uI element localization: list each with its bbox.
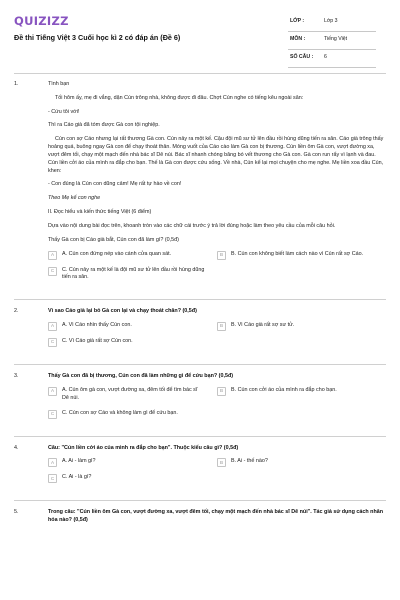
passage-paragraph: Cún con sợ Cáo nhưng lại rất thương Gà con. Cún nảy ra một kế. Cậu đội mũ sư tử lên đầu rồi hùng dũng tiến ra sân. Cáo già trông thấy hoảng quá, buông ngay Gà con để chạy thoát thân. Móng vuốt của Cáo cào làm Gà con bị thương. Cún liền ôm Gà con, vượt đường xa, vượt đêm tối, chạy một mạch đến nhà bác sĩ Dê núi. Bác sĩ nhanh chóng băng bó vết thương cho Gà con. Gà con run rẩy vì lạnh và đau. Cún liền cởi áo của mình ra đắp cho bạn. Thế là Gà con được cứu sống. Về nhà, Cún kể lại mọi chuyện cho mẹ nghe. Mẹ liền xoa đầu Cún, khen: bbox=[48, 136, 384, 174]
option-letter-box[interactable]: C bbox=[48, 410, 57, 419]
answer-option-b[interactable] bbox=[217, 251, 386, 260]
answer-options bbox=[48, 387, 386, 426]
option-letter-box[interactable]: A bbox=[48, 387, 57, 396]
passage-paragraph: Tối hôm ấy, mẹ đi vắng, dặn Cún trông nhà, không được đi đâu. Chợt Cún nghe có tiếng kêu ngoài sân: bbox=[55, 94, 304, 101]
option-text: A. Vì Cáo nhìn thấy Cún con. bbox=[62, 322, 132, 329]
option-letter-box[interactable]: C bbox=[48, 267, 57, 276]
question-number: 3. bbox=[14, 373, 19, 380]
info-value: Tiếng Việt bbox=[322, 31, 376, 49]
info-value: Lớp 3 bbox=[322, 13, 376, 31]
answer-options bbox=[48, 251, 386, 290]
option-letter-box[interactable]: B bbox=[217, 458, 226, 467]
answer-option-c[interactable] bbox=[48, 267, 217, 283]
question-3 bbox=[14, 373, 386, 425]
option-letter-box[interactable]: A bbox=[48, 458, 57, 467]
answer-option-c[interactable] bbox=[48, 338, 217, 347]
question-number: 2. bbox=[14, 308, 19, 315]
info-row-grade bbox=[288, 13, 376, 31]
instructions: Dựa vào nội dung bài đọc trên, khoanh tròn vào các chữ cái trước ý trả lời đúng hoặc làm theo yêu cầu của mỗi câu hỏi. bbox=[48, 222, 336, 229]
info-label: SỐ CÂU : bbox=[288, 49, 322, 67]
question-prompt: Câu: "Cún liền cởi áo của mình ra đắp cho bạn". Thuộc kiểu câu gì? (0,5đ) bbox=[48, 444, 239, 451]
option-text: B. Cún con không biết làm cách nào vì Cún rất sợ Cáo. bbox=[231, 250, 364, 257]
answer-option-b[interactable] bbox=[217, 322, 386, 331]
question-divider bbox=[14, 364, 386, 365]
question-number: 1. bbox=[14, 81, 19, 87]
passage-paragraph: Thì ra Cáo già đã tóm được Gà con tội nghiệp. bbox=[48, 122, 160, 129]
option-letter-box[interactable]: B bbox=[217, 251, 226, 260]
passage-source: Theo Mẹ kể con nghe bbox=[48, 195, 101, 202]
option-letter-box[interactable]: C bbox=[48, 338, 57, 347]
question-1 bbox=[14, 81, 386, 289]
info-value: 6 bbox=[322, 49, 376, 67]
answer-option-a[interactable] bbox=[48, 322, 217, 331]
option-text: C. Cún nảy ra một kế là đội mũ sư tử lên đầu rồi hùng dũng tiến ra sân. bbox=[62, 266, 205, 281]
passage-paragraph: - Con đúng là Cún con dũng cảm! Mẹ rất tự hào về con! bbox=[48, 181, 182, 188]
worksheet-header bbox=[14, 0, 386, 74]
question-divider bbox=[14, 500, 386, 501]
option-letter-box[interactable]: B bbox=[217, 322, 226, 331]
passage-paragraph: - Cứu tôi với! bbox=[48, 108, 80, 115]
document-title: Đề thi Tiếng Việt 3 Cuối học kì 2 có đáp án (Đề 6) bbox=[14, 33, 181, 42]
info-table bbox=[288, 13, 376, 68]
question-prompt: Thấy Gà con bị Cáo già bắt, Cún con đã làm gì? (0,5đ) bbox=[48, 236, 179, 243]
option-text: A. Cún con đứng nép vào cánh cửa quan sát. bbox=[62, 250, 172, 257]
option-letter-box[interactable]: A bbox=[48, 251, 57, 260]
option-text: C. Cún con sợ Cáo và không làm gì để cứu bạn. bbox=[62, 409, 178, 416]
info-label: LỚP : bbox=[288, 13, 322, 31]
question-divider bbox=[14, 299, 386, 300]
question-prompt: Trong câu: "Cún liền ôm Gà con, vượt đường xa, vượt đêm tối, chạy một mạch đến nhà bác sĩ Dê núi". Tác giả sử dụng cách nhân hóa nào? (0,5đ) bbox=[48, 509, 384, 524]
info-row-question-count bbox=[288, 49, 376, 67]
worksheet-content bbox=[14, 74, 386, 525]
answer-option-c[interactable] bbox=[48, 410, 386, 419]
answer-option-b[interactable] bbox=[217, 387, 386, 403]
question-number: 5. bbox=[14, 509, 19, 516]
answer-option-c[interactable] bbox=[48, 474, 217, 483]
info-label: MÔN : bbox=[288, 31, 322, 49]
option-text: C. Ai - là gì? bbox=[62, 474, 92, 481]
answer-option-b[interactable] bbox=[217, 458, 386, 467]
option-text: B. Cún con cởi áo của mình ra đắp cho bạn. bbox=[231, 386, 337, 393]
answer-options bbox=[48, 322, 386, 354]
question-2 bbox=[14, 308, 386, 354]
option-text: B. Ai - thế nào? bbox=[231, 458, 268, 465]
option-letter-box[interactable]: B bbox=[217, 387, 226, 396]
question-number: 4. bbox=[14, 444, 19, 451]
answer-option-a[interactable] bbox=[48, 251, 217, 260]
question-4 bbox=[14, 445, 386, 491]
option-letter-box[interactable]: A bbox=[48, 322, 57, 331]
passage-title: Tình bạn bbox=[48, 81, 70, 87]
option-text: A. Ai - làm gì? bbox=[62, 458, 96, 465]
answer-options bbox=[48, 458, 386, 490]
question-divider bbox=[14, 436, 386, 437]
option-letter-box[interactable]: C bbox=[48, 474, 57, 483]
quizizz-logo[interactable]: QUIZIZZ bbox=[14, 14, 69, 28]
answer-option-a[interactable] bbox=[48, 458, 217, 467]
option-text: B. Vì Cáo già rất sợ sư tử. bbox=[231, 322, 295, 329]
question-5 bbox=[14, 509, 386, 525]
answer-option-a[interactable] bbox=[48, 387, 217, 403]
section-heading: II. Đọc hiểu và kiến thức tiếng Việt (6 điểm) bbox=[48, 209, 152, 216]
question-prompt: Vì sao Cáo già lại bỏ Gà con lại và chạy thoát chân? (0,5đ) bbox=[48, 308, 197, 315]
info-row-subject bbox=[288, 31, 376, 49]
option-text: A. Cún ôm gà con, vượt đường xa, đêm tối để tìm bác sĩ Dê núi. bbox=[62, 386, 198, 401]
option-text: C. Vì Cáo già rất sợ Cún con. bbox=[62, 338, 133, 345]
question-prompt: Thấy Gà con đã bị thương, Cún con đã làm những gì để cứu bạn? (0,5đ) bbox=[48, 373, 234, 380]
